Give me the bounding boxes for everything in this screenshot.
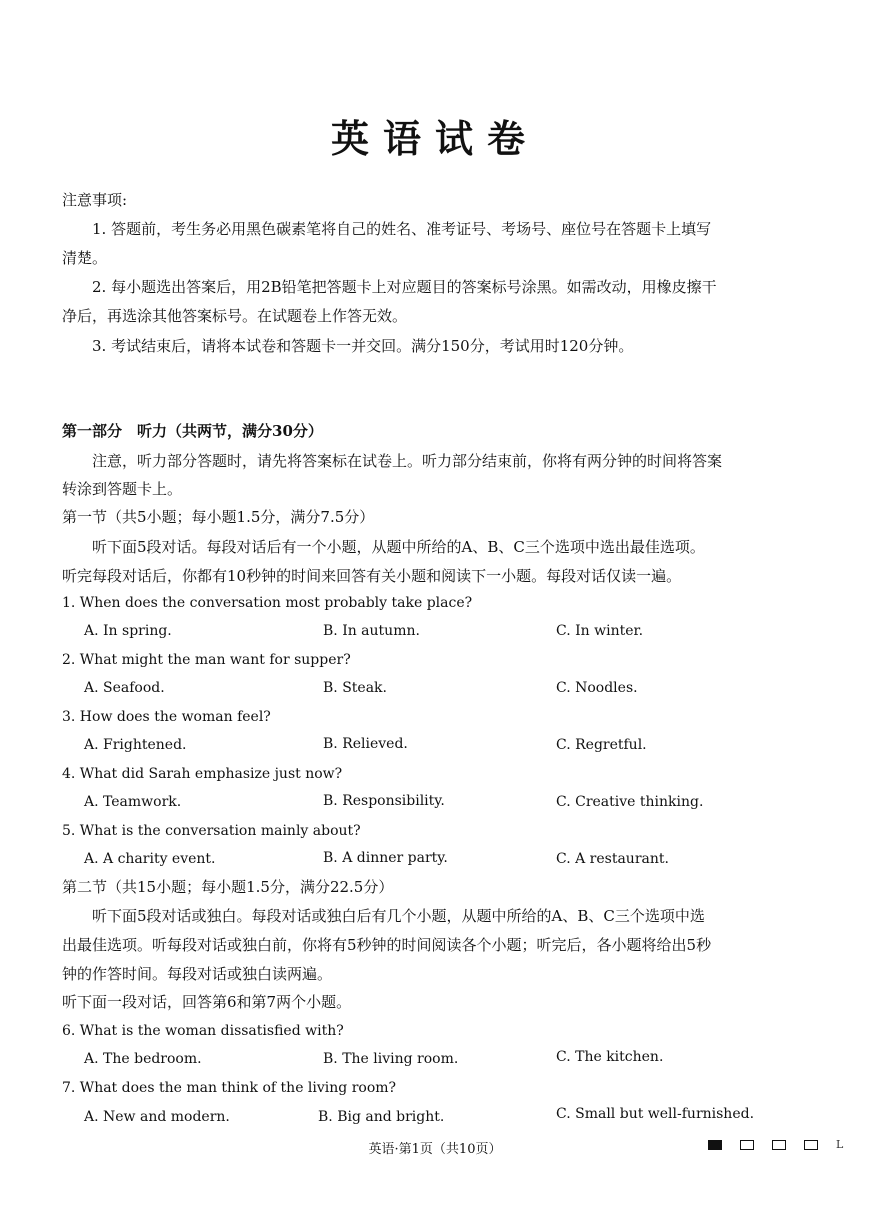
part-intro-line: 注意，听力部分答题时，请先将答案标在试卷上。听力部分结束前，你将有两分钟的时间将答案 — [92, 452, 723, 470]
notice-line: 净后，再选涂其他答案标号。在试题卷上作答无效。 — [62, 307, 408, 325]
option-b: B. A dinner party. — [323, 850, 448, 866]
option-a: A. Frightened. — [84, 737, 187, 753]
sub-instruction: 听下面一段对话，回答第6和第7两个小题。 — [62, 993, 352, 1011]
question-stem: 1. When does the conversation most probably take place? — [62, 595, 473, 611]
option-a: A. A charity event. — [84, 851, 216, 867]
section-heading: 第一节（共5小题；每小题1.5分，满分7.5分） — [62, 508, 375, 526]
notice-line: 2. 每小题选出答案后，用2B铅笔把答题卡上对应题目的答案标号涂黑。如需改动，用橡皮擦干 — [92, 278, 717, 296]
question-stem: 2. What might the man want for supper? — [62, 652, 351, 668]
option-a: A. The bedroom. — [84, 1051, 202, 1067]
question-stem: 7. What does the man think of the living room? — [62, 1080, 397, 1096]
alignment-marks — [708, 1140, 843, 1150]
option-c: C. The kitchen. — [556, 1049, 664, 1065]
empty-mark-icon — [740, 1140, 754, 1150]
question-stem: 5. What is the conversation mainly about? — [62, 823, 361, 839]
option-c: C. Creative thinking. — [556, 794, 704, 810]
option-b: B. Big and bright. — [318, 1109, 445, 1125]
edge-char: L — [836, 1138, 844, 1151]
option-b: B. The living room. — [323, 1051, 459, 1067]
option-b: B. Relieved. — [323, 736, 408, 752]
option-a: A. New and modern. — [84, 1109, 230, 1125]
option-b: B. Steak. — [323, 680, 387, 696]
notice-line: 1. 答题前，考生务必用黑色碳素笔将自己的姓名、准考证号、考场号、座位号在答题卡上填写 — [92, 220, 712, 238]
part-intro-line: 转涂到答题卡上。 — [62, 480, 183, 498]
notice-line: 3. 考试结束后，请将本试卷和答题卡一并交回。满分150分，考试用时120分钟。 — [92, 337, 634, 355]
question-stem: 4. What did Sarah emphasize just now? — [62, 766, 343, 782]
option-c: C. Noodles. — [556, 680, 638, 696]
part-heading: 第一部分 听力（共两节，满分30分） — [62, 422, 323, 440]
option-a: A. Teamwork. — [84, 794, 182, 810]
empty-mark-icon — [772, 1140, 786, 1150]
section-instruction: 听完每段对话后，你都有10秒钟的时间来回答有关小题和阅读下一小题。每段对话仅读一遍。 — [62, 567, 682, 585]
section-instruction: 出最佳选项。听每段对话或独白前，你将有5秒钟的时间阅读各个小题；听完后，各小题将给出5秒 — [62, 936, 712, 954]
option-c: C. In winter. — [556, 623, 644, 639]
filled-mark-icon — [708, 1140, 722, 1150]
option-c: C. Small but well-furnished. — [556, 1106, 755, 1122]
section-instruction: 听下面5段对话或独白。每段对话或独白后有几个小题，从题中所给的A、B、C三个选项中选 — [92, 907, 705, 925]
section-instruction: 钟的作答时间。每段对话或独白读两遍。 — [62, 965, 333, 983]
option-a: A. Seafood. — [84, 680, 165, 696]
option-b: B. In autumn. — [323, 623, 420, 639]
section-instruction: 听下面5段对话。每段对话后有一个小题，从题中所给的A、B、C三个选项中选出最佳选项。 — [92, 538, 705, 556]
empty-mark-icon — [804, 1140, 818, 1150]
option-b: B. Responsibility. — [323, 793, 445, 809]
section-heading: 第二节（共15小题；每小题1.5分，满分22.5分） — [62, 878, 394, 896]
question-stem: 3. How does the woman feel? — [62, 709, 271, 725]
option-a: A. In spring. — [84, 623, 172, 639]
notice-heading: 注意事项: — [62, 191, 128, 209]
page-footer: 英语·第1页（共10页） — [368, 1142, 502, 1157]
question-stem: 6. What is the woman dissatisfied with? — [62, 1023, 344, 1039]
page-title: 英语试卷 — [330, 116, 539, 161]
option-c: C. Regretful. — [556, 737, 647, 753]
option-c: C. A restaurant. — [556, 851, 669, 867]
notice-line: 清楚。 — [62, 249, 108, 267]
